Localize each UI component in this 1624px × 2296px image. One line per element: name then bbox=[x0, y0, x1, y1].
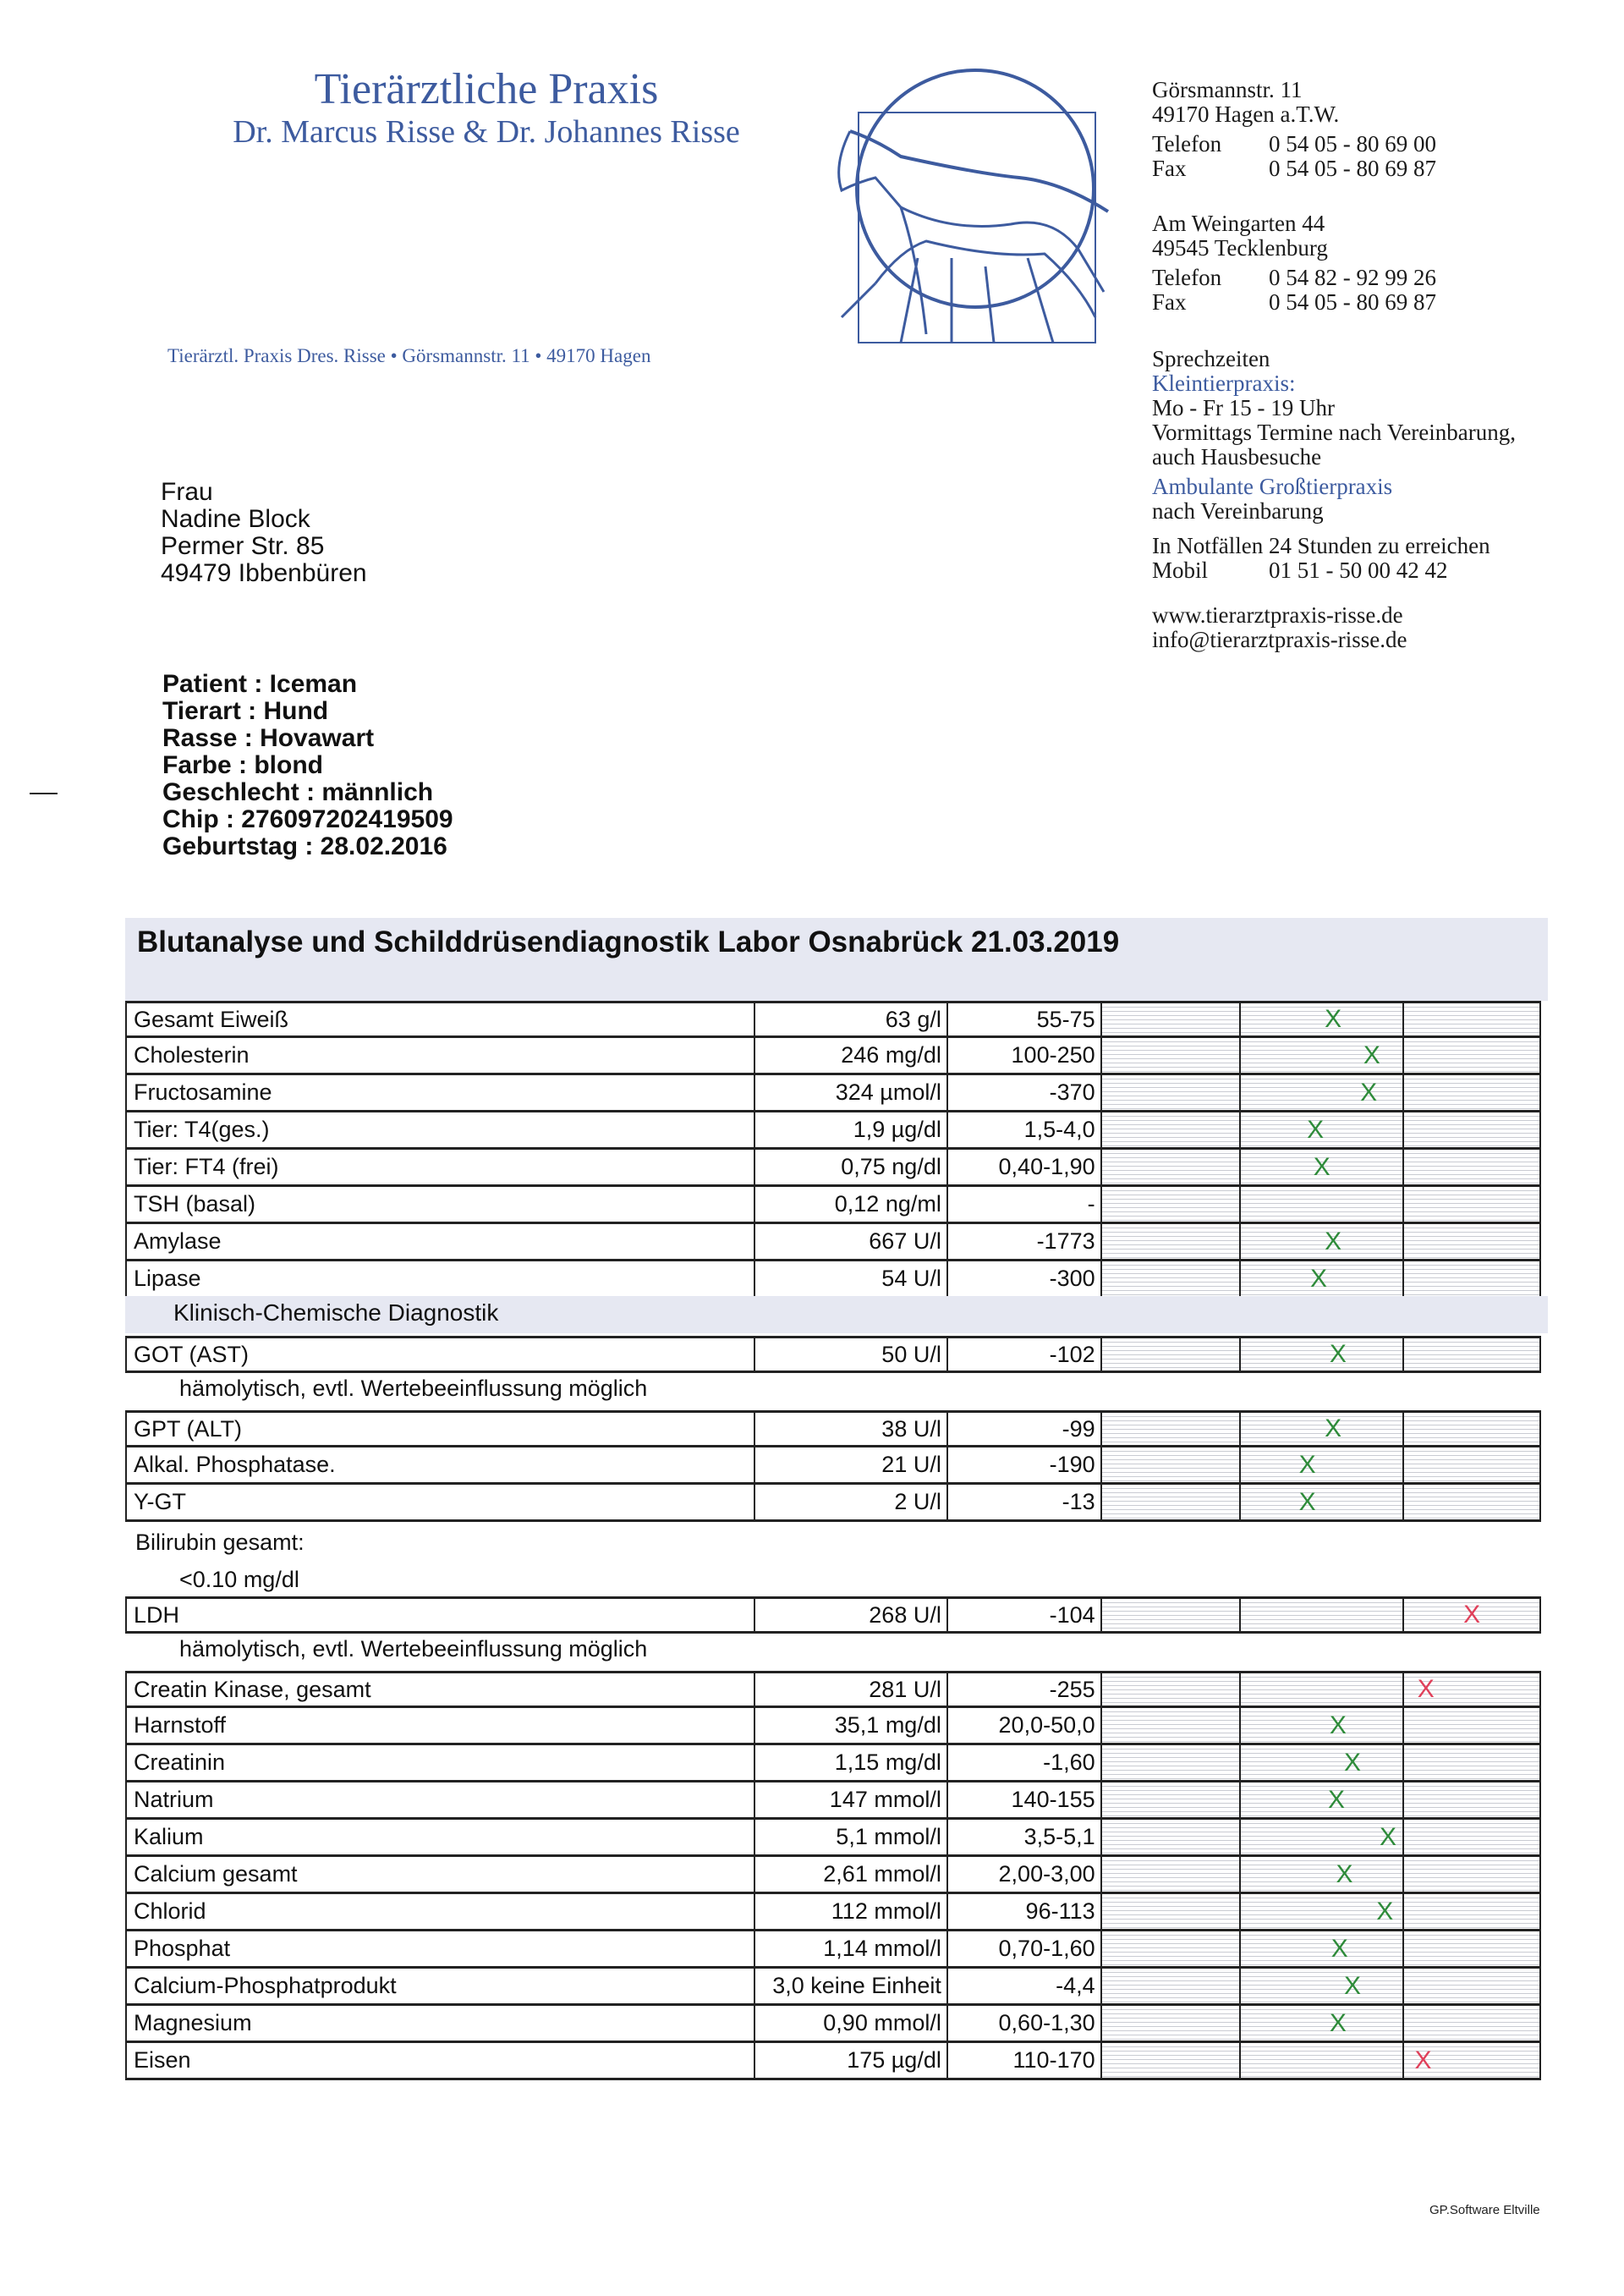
test-value: 3,0 keine Einheit bbox=[755, 1969, 948, 2003]
recipient-city: 49479 Ibbenbüren bbox=[161, 559, 367, 587]
test-name: Tier: FT4 (frei) bbox=[127, 1150, 755, 1184]
hagen-street: Görsmannstr. 11 bbox=[1152, 77, 1303, 102]
indicator-high bbox=[1404, 1112, 1539, 1147]
hemolysis-note: hämolytisch, evtl. Wertebeeinflussung möglich bbox=[179, 1636, 648, 1662]
test-value: 175 µg/dl bbox=[755, 2043, 948, 2078]
test-value: 21 U/l bbox=[755, 1447, 948, 1482]
table-row bbox=[125, 1336, 1541, 1373]
normal-flag-mark: X bbox=[1330, 1934, 1348, 1963]
test-name: Fructosamine bbox=[127, 1075, 755, 1110]
indicator-normal bbox=[1241, 1187, 1404, 1222]
normal-flag-mark: X bbox=[1327, 1785, 1345, 1814]
large-animal-hours: nach Vereinbarung bbox=[1152, 498, 1324, 524]
indicator-low bbox=[1102, 1857, 1242, 1892]
normal-flag-mark: X bbox=[1309, 1264, 1327, 1293]
indicator-low bbox=[1102, 1708, 1242, 1743]
indicator-normal bbox=[1241, 1224, 1404, 1259]
test-value: 2 U/l bbox=[755, 1485, 948, 1519]
indicator-high bbox=[1404, 1150, 1539, 1184]
test-name: TSH (basal) bbox=[127, 1187, 755, 1222]
indicator-low bbox=[1102, 1413, 1242, 1445]
reference-range: 100-250 bbox=[948, 1038, 1102, 1073]
normal-flag-mark: X bbox=[1344, 1971, 1362, 2000]
recipient-street: Permer Str. 85 bbox=[161, 532, 325, 560]
tecklenburg-phone-label: Telefon bbox=[1152, 265, 1222, 290]
indicator-high bbox=[1404, 1820, 1539, 1854]
indicator-normal bbox=[1241, 1969, 1404, 2003]
small-animal-label: Kleintierpraxis: bbox=[1152, 371, 1296, 396]
test-name: Magnesium bbox=[127, 2006, 755, 2041]
tecklenburg-phone: 0 54 82 - 92 99 26 bbox=[1269, 265, 1436, 290]
test-value: 147 mmol/l bbox=[755, 1782, 948, 1817]
practice-title: Tierärztliche Praxis bbox=[314, 65, 659, 113]
indicator-low bbox=[1102, 1599, 1242, 1631]
indicator-high bbox=[1404, 1969, 1539, 2003]
report-title: Blutanalyse und Schilddrüsendiagnostik Labor Osnabrück 21.03.2019 bbox=[137, 926, 1120, 958]
indicator-high bbox=[1404, 1745, 1539, 1780]
bilirubin-value: <0.10 mg/dl bbox=[179, 1567, 299, 1592]
table-row bbox=[125, 1745, 1541, 1782]
indicator-normal bbox=[1241, 1599, 1404, 1631]
reference-range: 96-113 bbox=[948, 1894, 1102, 1929]
indicator-high bbox=[1404, 1485, 1539, 1519]
normal-flag-mark: X bbox=[1329, 2008, 1347, 2037]
test-name: LDH bbox=[127, 1599, 755, 1631]
indicator-low bbox=[1102, 1969, 1242, 2003]
test-name: GOT (AST) bbox=[127, 1338, 755, 1370]
indicator-normal bbox=[1241, 1413, 1404, 1445]
indicator-normal bbox=[1241, 1745, 1404, 1780]
indicator-high bbox=[1404, 1673, 1539, 1706]
test-value: 112 mmol/l bbox=[755, 1894, 948, 1929]
hours-heading: Sprechzeiten bbox=[1152, 346, 1270, 371]
test-value: 38 U/l bbox=[755, 1413, 948, 1445]
table-row bbox=[125, 1820, 1541, 1857]
table-row bbox=[125, 1931, 1541, 1969]
email-link[interactable]: info@tierarztpraxis-risse.de bbox=[1152, 627, 1407, 652]
indicator-high bbox=[1404, 1708, 1539, 1743]
reference-range: -190 bbox=[948, 1447, 1102, 1482]
test-name: Tier: T4(ges.) bbox=[127, 1112, 755, 1147]
indicator-normal bbox=[1241, 1894, 1404, 1929]
test-value: 0,90 mmol/l bbox=[755, 2006, 948, 2041]
indicator-low bbox=[1102, 1261, 1242, 1296]
emergency-text: In Notfällen 24 Stunden zu erreichen bbox=[1152, 533, 1490, 558]
indicator-normal bbox=[1241, 1673, 1404, 1706]
indicator-high bbox=[1404, 2006, 1539, 2041]
bilirubin-label: Bilirubin gesamt: bbox=[135, 1530, 304, 1555]
table-row bbox=[125, 1671, 1541, 1708]
indicator-high bbox=[1404, 1599, 1539, 1631]
recipient-address bbox=[161, 479, 367, 587]
hemolysis-note: hämolytisch, evtl. Wertebeeinflussung möglich bbox=[179, 1376, 648, 1401]
indicator-high bbox=[1404, 1894, 1539, 1929]
reference-range: -255 bbox=[948, 1673, 1102, 1706]
test-value: 324 µmol/l bbox=[755, 1075, 948, 1110]
normal-flag-mark: X bbox=[1325, 1227, 1342, 1255]
reference-range: 0,70-1,60 bbox=[948, 1931, 1102, 1966]
small-animal-hours: Mo - Fr 15 - 19 Uhr bbox=[1152, 395, 1335, 420]
table-row bbox=[125, 1447, 1541, 1485]
table-row bbox=[125, 1075, 1541, 1112]
test-value: 1,15 mg/dl bbox=[755, 1745, 948, 1780]
indicator-high bbox=[1404, 1338, 1539, 1370]
high-flag-mark: X bbox=[1414, 2046, 1432, 2074]
mobile-label: Mobil bbox=[1152, 558, 1209, 583]
test-name: Calcium-Phosphatprodukt bbox=[127, 1969, 755, 2003]
indicator-low bbox=[1102, 1224, 1242, 1259]
test-value: 246 mg/dl bbox=[755, 1038, 948, 1073]
test-value: 1,9 µg/dl bbox=[755, 1112, 948, 1147]
test-value: 0,75 ng/dl bbox=[755, 1150, 948, 1184]
test-name: Lipase bbox=[127, 1261, 755, 1296]
test-name: Y-GT bbox=[127, 1485, 755, 1519]
normal-flag-mark: X bbox=[1380, 1822, 1397, 1851]
normal-flag-mark: X bbox=[1376, 1897, 1394, 1925]
test-name: Amylase bbox=[127, 1224, 755, 1259]
reference-range: -99 bbox=[948, 1413, 1102, 1445]
reference-range: -4,4 bbox=[948, 1969, 1102, 2003]
normal-flag-mark: X bbox=[1307, 1115, 1325, 1144]
software-credit: GP.Software Eltville bbox=[1429, 2203, 1540, 2217]
reference-range: -102 bbox=[948, 1338, 1102, 1370]
indicator-normal bbox=[1241, 2043, 1404, 2078]
test-name: Chlorid bbox=[127, 1894, 755, 1929]
office-hours bbox=[1152, 347, 1516, 652]
indicator-low bbox=[1102, 1485, 1242, 1519]
test-name: Eisen bbox=[127, 2043, 755, 2078]
test-value: 0,12 ng/ml bbox=[755, 1187, 948, 1222]
indicator-high bbox=[1404, 1261, 1539, 1296]
table-row bbox=[125, 1038, 1541, 1075]
tecklenburg-fax: 0 54 05 - 80 69 87 bbox=[1269, 289, 1436, 315]
hagen-fax-label: Fax bbox=[1152, 156, 1187, 181]
indicator-normal bbox=[1241, 1150, 1404, 1184]
reference-range: -370 bbox=[948, 1075, 1102, 1110]
fold-mark bbox=[30, 793, 58, 794]
table-row bbox=[125, 1857, 1541, 1894]
normal-flag-mark: X bbox=[1329, 1711, 1347, 1739]
test-value: 35,1 mg/dl bbox=[755, 1708, 948, 1743]
indicator-low bbox=[1102, 1447, 1242, 1482]
hagen-phone: 0 54 05 - 80 69 00 bbox=[1269, 131, 1436, 157]
reference-range: 140-155 bbox=[948, 1782, 1102, 1817]
indicator-low bbox=[1102, 1187, 1242, 1222]
table-row bbox=[125, 1224, 1541, 1261]
normal-flag-mark: X bbox=[1325, 1414, 1342, 1442]
hagen-fax: 0 54 05 - 80 69 87 bbox=[1269, 156, 1436, 181]
indicator-low bbox=[1102, 1931, 1242, 1966]
table-row bbox=[125, 1596, 1541, 1634]
indicator-high bbox=[1404, 1187, 1539, 1222]
table-row bbox=[125, 1969, 1541, 2006]
practice-doctors: Dr. Marcus Risse & Dr. Johannes Risse bbox=[233, 114, 740, 150]
hagen-city: 49170 Hagen a.T.W. bbox=[1152, 102, 1340, 127]
house-calls: auch Hausbesuche bbox=[1152, 444, 1322, 470]
test-value: 268 U/l bbox=[755, 1599, 948, 1631]
sender-line: Tierärztl. Praxis Dres. Risse • Görsmannstr. 11 • 49170 Hagen bbox=[167, 345, 651, 366]
patient-birthday: Geburtstag : 28.02.2016 bbox=[162, 832, 447, 860]
indicator-high bbox=[1404, 1224, 1539, 1259]
indicator-high bbox=[1404, 1931, 1539, 1966]
indicator-normal bbox=[1241, 1447, 1404, 1482]
indicator-normal bbox=[1241, 1708, 1404, 1743]
table-row bbox=[125, 1261, 1541, 1299]
test-value: 5,1 mmol/l bbox=[755, 1820, 948, 1854]
indicator-normal bbox=[1241, 1338, 1404, 1370]
reference-range: -104 bbox=[948, 1599, 1102, 1631]
indicator-normal bbox=[1241, 1485, 1404, 1519]
website-link[interactable]: www.tierarztpraxis-risse.de bbox=[1152, 602, 1403, 628]
test-value: 54 U/l bbox=[755, 1261, 948, 1296]
test-name: Harnstoff bbox=[127, 1708, 755, 1743]
indicator-high bbox=[1404, 1003, 1539, 1035]
tecklenburg-street: Am Weingarten 44 bbox=[1152, 211, 1325, 236]
test-name: Cholesterin bbox=[127, 1038, 755, 1073]
indicator-low bbox=[1102, 1112, 1242, 1147]
table-row bbox=[125, 2043, 1541, 2080]
table-row bbox=[125, 1894, 1541, 1931]
reference-range: 1,5-4,0 bbox=[948, 1112, 1102, 1147]
table-row bbox=[125, 1112, 1541, 1150]
contact-tecklenburg bbox=[1152, 211, 1436, 315]
morning-note: Vormittags Termine nach Vereinbarung, bbox=[1152, 420, 1517, 445]
test-value: 667 U/l bbox=[755, 1224, 948, 1259]
indicator-low bbox=[1102, 1745, 1242, 1780]
test-name: Creatin Kinase, gesamt bbox=[127, 1673, 755, 1706]
table-row bbox=[125, 1708, 1541, 1745]
indicator-normal bbox=[1241, 1782, 1404, 1817]
indicator-normal bbox=[1241, 2006, 1404, 2041]
indicator-low bbox=[1102, 1782, 1242, 1817]
test-name: GPT (ALT) bbox=[127, 1413, 755, 1445]
normal-flag-mark: X bbox=[1325, 1005, 1342, 1033]
indicator-normal bbox=[1241, 1261, 1404, 1296]
patient-species: Tierart : Hund bbox=[162, 697, 329, 725]
contact-hagen bbox=[1152, 78, 1436, 181]
indicator-normal bbox=[1241, 1931, 1404, 1966]
test-value: 63 g/l bbox=[755, 1003, 948, 1035]
test-name: Calcium gesamt bbox=[127, 1857, 755, 1892]
test-name: Natrium bbox=[127, 1782, 755, 1817]
indicator-normal bbox=[1241, 1857, 1404, 1892]
indicator-high bbox=[1404, 1447, 1539, 1482]
high-flag-mark: X bbox=[1463, 1601, 1481, 1629]
test-name: Phosphat bbox=[127, 1931, 755, 1966]
reference-range: 0,60-1,30 bbox=[948, 2006, 1102, 2041]
indicator-low bbox=[1102, 1150, 1242, 1184]
indicator-high bbox=[1404, 2043, 1539, 2078]
indicator-high bbox=[1404, 1857, 1539, 1892]
indicator-normal bbox=[1241, 1075, 1404, 1110]
recipient-name: Nadine Block bbox=[161, 505, 310, 533]
normal-flag-mark: X bbox=[1298, 1487, 1316, 1516]
indicator-normal bbox=[1241, 1038, 1404, 1073]
patient-breed: Rasse : Hovawart bbox=[162, 724, 375, 752]
reference-range: -1,60 bbox=[948, 1745, 1102, 1780]
reference-range: 20,0-50,0 bbox=[948, 1708, 1102, 1743]
table-row bbox=[125, 1782, 1541, 1820]
test-name: Creatinin bbox=[127, 1745, 755, 1780]
reference-range: 3,5-5,1 bbox=[948, 1820, 1102, 1854]
indicator-normal bbox=[1241, 1112, 1404, 1147]
indicator-high bbox=[1404, 1782, 1539, 1817]
normal-flag-mark: X bbox=[1363, 1041, 1380, 1069]
test-value: 281 U/l bbox=[755, 1673, 948, 1706]
patient-sex: Geschlecht : männlich bbox=[162, 778, 434, 806]
indicator-low bbox=[1102, 1820, 1242, 1854]
normal-flag-mark: X bbox=[1329, 1340, 1347, 1368]
patient-color: Farbe : blond bbox=[162, 751, 323, 779]
table-row bbox=[125, 2006, 1541, 2043]
test-value: 50 U/l bbox=[755, 1338, 948, 1370]
indicator-low bbox=[1102, 1038, 1242, 1073]
high-flag-mark: X bbox=[1417, 1675, 1435, 1703]
test-value: 2,61 mmol/l bbox=[755, 1857, 948, 1892]
reference-range: -1773 bbox=[948, 1224, 1102, 1259]
table-row bbox=[125, 1485, 1541, 1522]
horse-and-dog-logo-icon bbox=[825, 63, 1121, 351]
normal-flag-mark: X bbox=[1298, 1450, 1316, 1479]
indicator-normal bbox=[1241, 1820, 1404, 1854]
reference-range: 2,00-3,00 bbox=[948, 1857, 1102, 1892]
indicator-high bbox=[1404, 1038, 1539, 1073]
test-name: Kalium bbox=[127, 1820, 755, 1854]
normal-flag-mark: X bbox=[1313, 1152, 1330, 1181]
tecklenburg-city: 49545 Tecklenburg bbox=[1152, 235, 1328, 261]
recipient-salutation: Frau bbox=[161, 478, 213, 506]
indicator-high bbox=[1404, 1413, 1539, 1445]
indicator-low bbox=[1102, 1673, 1242, 1706]
indicator-high bbox=[1404, 1075, 1539, 1110]
mobile-number: 01 51 - 50 00 42 42 bbox=[1269, 558, 1448, 583]
patient-info bbox=[162, 671, 453, 860]
test-name: Alkal. Phosphatase. bbox=[127, 1447, 755, 1482]
reference-range: 55-75 bbox=[948, 1003, 1102, 1035]
indicator-low bbox=[1102, 1003, 1242, 1035]
indicator-low bbox=[1102, 1338, 1242, 1370]
table-row bbox=[125, 1410, 1541, 1447]
indicator-low bbox=[1102, 1075, 1242, 1110]
indicator-normal bbox=[1241, 1003, 1404, 1035]
normal-flag-mark: X bbox=[1336, 1859, 1353, 1888]
indicator-low bbox=[1102, 2006, 1242, 2041]
indicator-low bbox=[1102, 1894, 1242, 1929]
normal-flag-mark: X bbox=[1344, 1748, 1362, 1777]
tecklenburg-fax-label: Fax bbox=[1152, 289, 1187, 315]
section-label: Klinisch-Chemische Diagnostik bbox=[173, 1299, 499, 1326]
hagen-phone-label: Telefon bbox=[1152, 131, 1222, 157]
test-name: Gesamt Eiweiß bbox=[127, 1003, 755, 1035]
patient-name: Patient : Iceman bbox=[162, 670, 358, 698]
reference-range: 110-170 bbox=[948, 2043, 1102, 2078]
normal-flag-mark: X bbox=[1360, 1078, 1378, 1107]
reference-range: -300 bbox=[948, 1261, 1102, 1296]
patient-chip: Chip : 276097202419509 bbox=[162, 805, 453, 833]
table-row bbox=[125, 1150, 1541, 1187]
reference-range: 0,40-1,90 bbox=[948, 1150, 1102, 1184]
reference-range: -13 bbox=[948, 1485, 1102, 1519]
indicator-low bbox=[1102, 2043, 1242, 2078]
large-animal-label: Ambulante Großtierpraxis bbox=[1152, 474, 1393, 499]
test-value: 1,14 mmol/l bbox=[755, 1931, 948, 1966]
table-row bbox=[125, 1001, 1541, 1038]
reference-range: - bbox=[948, 1187, 1102, 1222]
table-row bbox=[125, 1187, 1541, 1224]
